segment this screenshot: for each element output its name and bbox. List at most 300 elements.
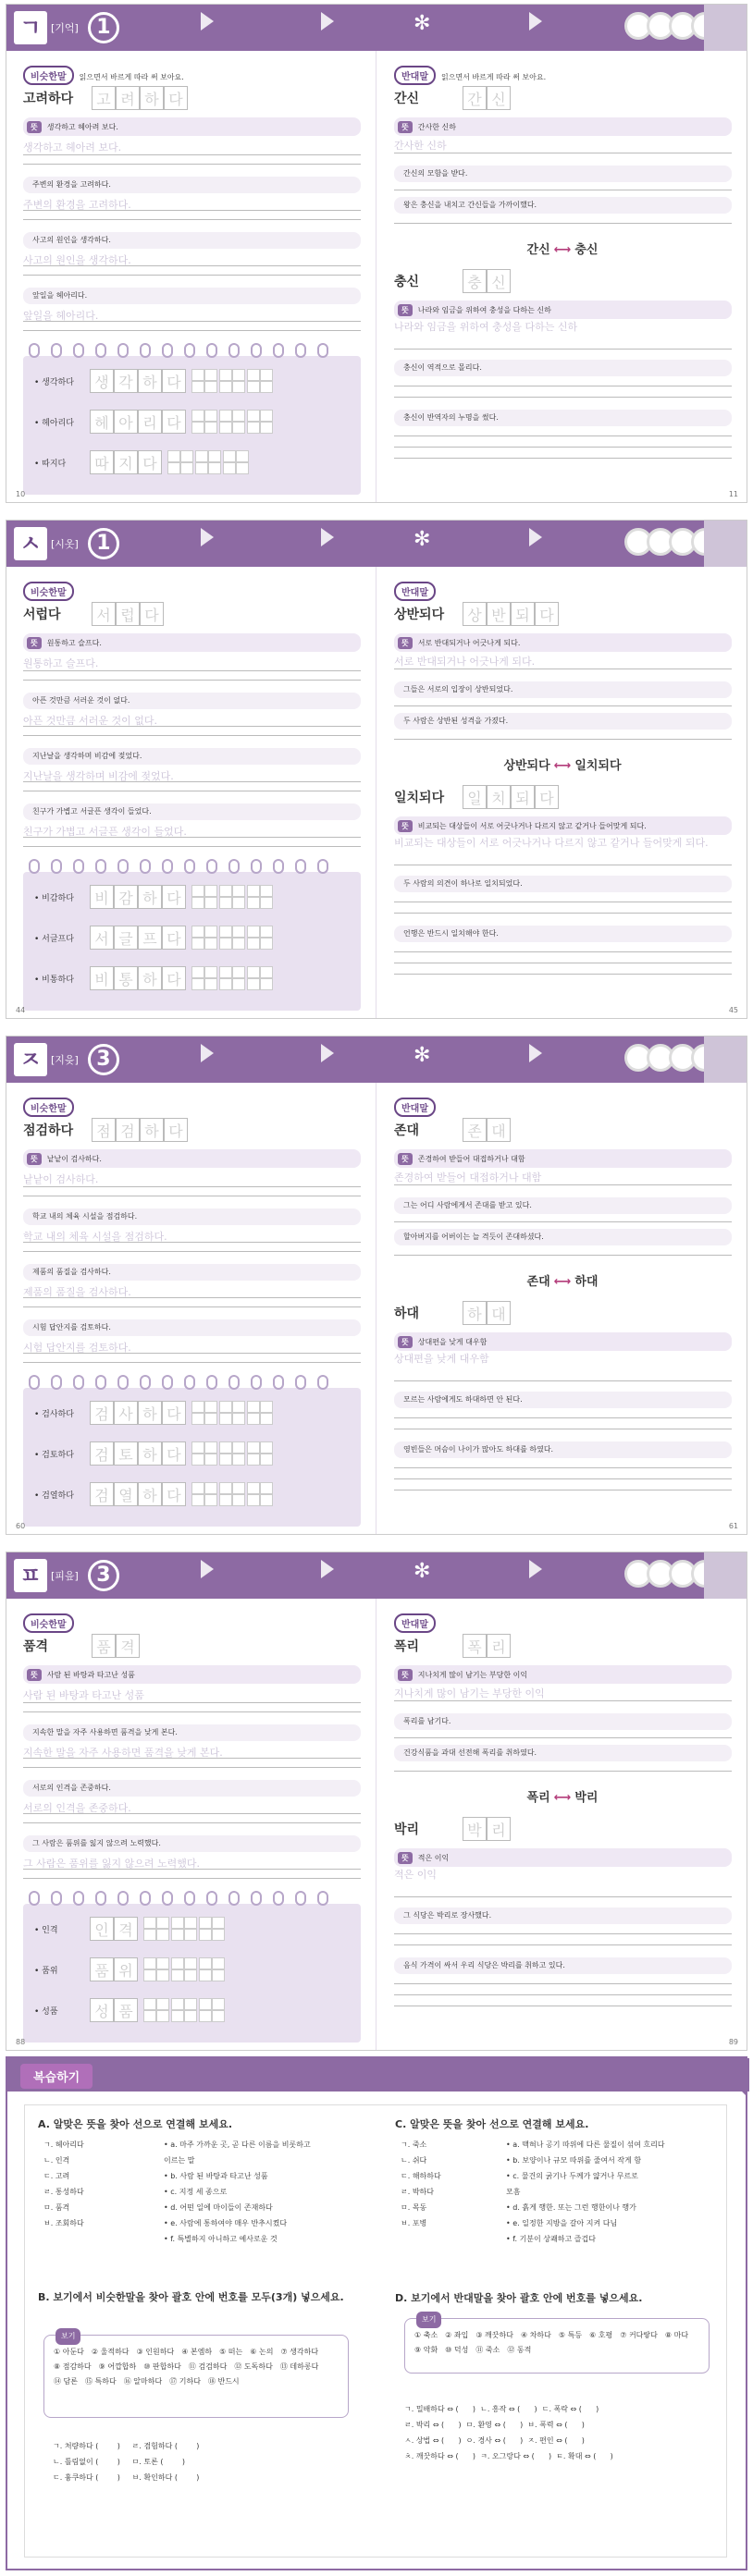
trace-box[interactable]: 반	[487, 602, 511, 626]
writing-line[interactable]	[23, 1758, 361, 1759]
trace-box[interactable]: 하	[138, 966, 162, 990]
trace-box[interactable]: 신	[487, 269, 511, 293]
synonym-label: • 서글프다	[34, 934, 74, 944]
bogi-item: ① 아둔다	[54, 2348, 84, 2356]
writing-line[interactable]	[394, 1983, 732, 1984]
trace-box[interactable]: 토	[114, 1441, 138, 1466]
writing-line[interactable]	[394, 349, 732, 350]
relation-word-b: 박리	[574, 1791, 599, 1805]
trace-box[interactable]: 감	[114, 885, 138, 909]
page-number: 10	[16, 490, 26, 498]
trace-box[interactable]: 통	[114, 966, 138, 990]
writing-line[interactable]	[23, 1767, 361, 1768]
trace-box[interactable]: 비	[90, 966, 114, 990]
answers-d[interactable]: ㄱ. 밀배하다 ⇔ ( ) ㄴ. 흥작 ⇔ ( ) ㄷ. 폭락 ⇔ ( ) ㄹ. 박리 ⇔ ( ) ㅁ. 환영 ⇔ ( ) ㅂ. 폭력 ⇔ ( ) ㅅ. 상법 ⇔ ( ) ㅇ. 경사 ⇔ ( ) ㅈ. 편인 ⇔ ( ) ㅊ. 깨끗하다 ⇔ ( ) ㅋ. 오그랑다 ⇔ ( ) ㅌ. 확대 ⇔ ( )	[404, 2405, 613, 2460]
trace-text[interactable]: 친구가 가볍고 서글픈 생각이 들었다.	[23, 826, 187, 838]
relation-word-b: 충신	[574, 243, 599, 257]
synonym-label: • 검사하다	[34, 1409, 74, 1419]
writing-line[interactable]	[394, 705, 732, 706]
match-item[interactable]: ㄴ. 쉬다	[401, 2156, 427, 2165]
match-item[interactable]: ㄷ. 해하하다	[401, 2172, 441, 2180]
writing-line[interactable]	[23, 154, 361, 155]
synonym-practice-block	[23, 1904, 361, 2042]
trace-box[interactable]: 하	[138, 1401, 162, 1425]
trace-box[interactable]: 다	[162, 926, 186, 950]
left-page	[6, 51, 376, 503]
writing-line[interactable]	[23, 1353, 361, 1354]
synonym-row	[34, 1482, 273, 1506]
trace-box[interactable]: 상	[463, 602, 487, 626]
trace-text[interactable]: 나라와 임금을 위하여 충성을 다하는 신하	[394, 321, 578, 333]
match-item[interactable]: ㄹ. 박하다	[401, 2188, 434, 2196]
writing-line[interactable]	[394, 1380, 732, 1381]
example-sentence: 두 사람은 상반된 성격을 가졌다.	[394, 713, 732, 730]
writing-line[interactable]	[23, 164, 361, 165]
trace-box[interactable]: 고	[92, 86, 116, 110]
trace-box[interactable]: 아	[114, 410, 138, 434]
example-sentence: 두 사람의 의견이 하나로 일치되었다.	[394, 876, 732, 892]
headword-2: 일치되다	[394, 791, 445, 805]
writing-line[interactable]	[23, 219, 361, 220]
trace-box[interactable]: 지	[114, 450, 138, 474]
trace-box[interactable]: 신	[487, 86, 511, 110]
trace-box[interactable]: 대	[487, 1118, 511, 1142]
bogi-item: ⑦ 생각하다	[280, 2348, 319, 2356]
meaning-label-icon: 뜻	[27, 1669, 42, 1681]
trace-box[interactable]: 충	[463, 269, 487, 293]
chapter-header	[6, 521, 747, 567]
match-item[interactable]: ㄹ. 통성하다	[43, 2188, 84, 2196]
trace-box[interactable]: 리	[138, 410, 162, 434]
page-curl-icon	[709, 2058, 746, 2095]
trace-box[interactable]: 폭	[463, 1634, 487, 1658]
writing-line[interactable]	[23, 1362, 361, 1363]
synonym-practice-block	[23, 872, 361, 1011]
bogi-label: 보기	[56, 2328, 80, 2345]
writing-line[interactable]	[23, 726, 361, 727]
writing-line[interactable]	[394, 1994, 732, 1995]
example-sentence: 할아버지를 어버이는 늘 격듯이 존대하셨다.	[394, 1229, 732, 1245]
writing-line[interactable]	[23, 680, 361, 681]
triangle-icon	[201, 1044, 214, 1062]
match-item[interactable]: 모흠	[506, 2188, 521, 2196]
trace-box[interactable]: 다	[164, 86, 188, 110]
chapter-header	[6, 5, 747, 51]
synonym-label: • 헤아리다	[34, 418, 74, 428]
match-item[interactable]: • a. 마주 가까운 곳, 곧 다른 이름을 비롯하고	[164, 2141, 311, 2149]
trace-text[interactable]: 비교되는 대상들이 서로 어긋나거나 다르지 않고 같거나 들어맞게 되다.	[394, 837, 709, 849]
trace-box[interactable]: 검	[116, 1118, 140, 1142]
writing-line[interactable]	[23, 1822, 361, 1823]
spiral-binding	[29, 343, 328, 358]
trace-text[interactable]: 상대편을 낮게 대우함	[394, 1353, 489, 1365]
trace-text[interactable]: 학교 내의 체육 시설을 점검하다.	[23, 1231, 167, 1243]
writing-line[interactable]	[394, 913, 732, 914]
trace-box[interactable]: 리	[487, 1634, 511, 1658]
writing-line[interactable]	[394, 397, 732, 398]
page-number: 44	[16, 1006, 26, 1014]
match-item[interactable]: • d. 어떤 일에 마이들이 존재하다	[164, 2203, 273, 2212]
trace-box[interactable]: 서	[90, 926, 114, 950]
meaning-text: 사람 된 바탕과 타고난 성품	[46, 1670, 135, 1679]
writing-line[interactable]	[23, 1186, 361, 1187]
trace-box[interactable]: 비	[90, 885, 114, 909]
flower-icon: ✻	[414, 12, 431, 35]
chapter-consonant: ㅅ	[14, 527, 47, 560]
writing-line[interactable]	[23, 321, 361, 322]
writing-line[interactable]	[394, 951, 732, 952]
writing-line[interactable]	[23, 781, 361, 782]
trace-box[interactable]: 다	[162, 369, 186, 393]
trace-text[interactable]: 적은 이익	[394, 1869, 438, 1881]
match-item[interactable]: • a. 맥혀나 공기 따위에 다른 물질이 섞여 흐리다	[506, 2141, 665, 2149]
writing-line[interactable]	[23, 330, 361, 331]
trace-box[interactable]: 사	[114, 1401, 138, 1425]
example-sentence: 폭리를 남기다.	[394, 1713, 732, 1730]
writing-line[interactable]	[394, 1933, 732, 1934]
triangle-icon	[529, 528, 542, 546]
trace-box[interactable]: 품	[90, 1957, 114, 1981]
trace-text[interactable]: 생각하고 헤아려 보다.	[23, 141, 122, 153]
example-sentence: 음식 가격이 싸서 우리 식당은 박리를 취하고 있다.	[394, 1957, 732, 1974]
trace-box[interactable]: 다	[162, 1401, 186, 1425]
example-sentence: 언행은 반드시 일치해야 한다.	[394, 926, 732, 942]
meaning-label-icon: 뜻	[398, 1336, 413, 1348]
bogi-item: ③ 깨끗하다	[475, 2331, 513, 2339]
trace-text[interactable]: 낱낱이 검사하다.	[23, 1173, 99, 1185]
writing-line[interactable]	[23, 735, 361, 736]
trace-box[interactable]: 럽	[116, 602, 140, 626]
trace-box[interactable]: 다	[140, 602, 164, 626]
writing-line[interactable]	[394, 1944, 732, 1945]
trace-box[interactable]: 격	[114, 1917, 138, 1941]
bogi-item: ⑨ 어깝합하	[98, 2362, 137, 2371]
meaning-label-icon: 뜻	[398, 1669, 413, 1681]
match-item[interactable]: ㄴ. 인격	[43, 2156, 70, 2165]
match-item[interactable]: • f. 특별하지 아니하고 예사로운 것	[164, 2235, 278, 2243]
match-item[interactable]: ㅁ. 목동	[401, 2203, 427, 2212]
writing-line[interactable]	[23, 1878, 361, 1879]
trace-text[interactable]: 제품의 품질을 검사하다.	[23, 1286, 131, 1298]
bogi-item: ⑰ 기하다	[169, 2377, 201, 2386]
trace-box[interactable]: 헤	[90, 410, 114, 434]
writing-line[interactable]	[23, 275, 361, 276]
antonym-relation	[377, 1271, 747, 1289]
writing-line[interactable]	[394, 1478, 732, 1479]
writing-line[interactable]	[394, 1417, 732, 1418]
writing-line[interactable]	[23, 1869, 361, 1870]
bogi-item: ⑩ 판합하다	[143, 2362, 181, 2371]
match-item[interactable]: ㅁ. 품격	[43, 2203, 70, 2212]
left-page	[6, 567, 376, 1019]
review-header	[7, 2058, 749, 2091]
chapter-consonant: ㄱ	[14, 11, 47, 44]
trace-box[interactable]: 박	[463, 1817, 487, 1841]
category-tag: 반대말	[394, 582, 436, 601]
trace-box[interactable]: 검	[90, 1441, 114, 1466]
example-sentence: 그들은 서로의 입장이 상반되었다.	[394, 681, 732, 698]
match-item[interactable]: ㅂ. 조회하다	[43, 2219, 84, 2227]
question-b: B. 보기에서 비슷한말을 찾아 괄호 안에 번호를 모두(3개) 넣으세요.	[38, 2291, 344, 2303]
trace-box[interactable]: 하	[140, 1118, 164, 1142]
flower-icon: ✻	[414, 1560, 431, 1583]
trace-box[interactable]: 다	[535, 785, 559, 809]
trace-box[interactable]: 인	[90, 1917, 114, 1941]
trace-box[interactable]: 하	[138, 369, 162, 393]
trace-box[interactable]: 존	[463, 1118, 487, 1142]
trace-text[interactable]: 앞일을 헤아리다.	[23, 310, 99, 322]
bogi-item: ⑯ 알마하다	[123, 2377, 163, 2386]
right-page	[377, 567, 747, 1019]
qa-left-list	[43, 2137, 84, 2231]
trace-box[interactable]: 프	[138, 926, 162, 950]
writing-line[interactable]	[394, 1184, 732, 1185]
chapter-consonant-name: [피읖]	[51, 1570, 79, 1582]
synonym-label: • 검열하다	[34, 1490, 74, 1501]
match-item[interactable]: • f. 기분이 상쾌하고 즐겁다	[506, 2235, 596, 2243]
spiral-binding	[29, 859, 328, 874]
trace-text[interactable]: 서로 반대되거나 어긋나게 되다.	[394, 656, 536, 668]
meaning-bar	[394, 117, 732, 136]
trace-box[interactable]: 성	[90, 1998, 114, 2022]
page-number: 45	[728, 1006, 738, 1014]
trace-text[interactable]: 간사한 신하	[394, 140, 447, 152]
trace-box[interactable]: 다	[162, 1482, 186, 1506]
match-item[interactable]: ㄱ. 죽소	[401, 2141, 427, 2149]
trace-box[interactable]: 품	[114, 1998, 138, 2022]
trace-text[interactable]: 그 사람은 품위를 잃지 않으려 노력했다.	[23, 1858, 200, 1870]
trace-text[interactable]: 지속한 말을 자주 사용하면 품격을 낮게 본다.	[23, 1747, 223, 1759]
trace-text[interactable]: 원통하고 슬프다.	[23, 657, 99, 669]
synonym-row	[34, 926, 273, 950]
writing-line[interactable]	[23, 846, 361, 847]
writing-line[interactable]	[394, 739, 732, 740]
match-item[interactable]: • b. 보양이나 규모 따위를 줄여서 작게 함	[506, 2156, 642, 2165]
writing-line[interactable]	[394, 1255, 732, 1256]
meaning-text: 비교되는 대상들이 서로 어긋나거나 다르지 않고 같거나 들어맞게 되다.	[417, 821, 647, 830]
trace-text[interactable]: 주변의 환경을 고려하다.	[23, 199, 131, 211]
trace-box[interactable]: 다	[162, 885, 186, 909]
trace-box[interactable]: 생	[90, 369, 114, 393]
writing-line[interactable]	[23, 1297, 361, 1298]
example-sentence: 사고의 원인을 생각하다.	[23, 232, 361, 249]
meaning-label-icon: 뜻	[27, 121, 42, 133]
trace-box[interactable]: 되	[511, 785, 535, 809]
trace-box[interactable]: 다	[162, 1441, 186, 1466]
page-number: 60	[16, 1522, 26, 1530]
trace-box[interactable]: 하	[138, 1441, 162, 1466]
bogi-item: ⑩ 덕성	[445, 2346, 469, 2354]
meaning-bar	[394, 301, 732, 319]
trace-text[interactable]: 아픈 것만큼 서러운 것이 없다.	[23, 715, 157, 727]
trace-text[interactable]: 사고의 원인을 생각하다.	[23, 254, 131, 266]
bogi-item: ③ 인원하다	[136, 2348, 175, 2356]
chapter-header	[6, 1552, 747, 1599]
double-arrow-icon: ⟷	[553, 1275, 572, 1289]
bogi-d-items	[414, 2328, 699, 2358]
writing-line[interactable]	[394, 974, 732, 975]
chapter-consonant-name: [기억]	[51, 22, 79, 34]
writing-line[interactable]	[394, 1221, 732, 1222]
meaning-bar	[394, 1848, 732, 1867]
trace-box[interactable]: 하	[140, 86, 164, 110]
workbook-spread	[6, 1552, 747, 2051]
synonym-row	[34, 1957, 225, 1981]
example-sentence: 앞일을 헤아리다.	[23, 288, 361, 304]
headword: 서럽다	[23, 607, 61, 622]
category-tag: 반대말	[394, 1098, 436, 1117]
trace-text[interactable]: 시험 답안지를 검토하다.	[23, 1342, 131, 1354]
writing-line[interactable]	[23, 1251, 361, 1252]
writing-line[interactable]	[23, 1813, 361, 1814]
meaning-bar	[23, 117, 361, 136]
example-sentence: 그는 어디 사람에게서 존대를 받고 있다.	[394, 1197, 732, 1214]
bogi-item: ② 좌입	[445, 2331, 469, 2339]
headword: 점검하다	[23, 1123, 74, 1138]
page-number: 89	[728, 2038, 738, 2046]
bogi-b-items	[54, 2345, 339, 2389]
match-item[interactable]: • c. 물건의 굵기나 두께가 얇거나 무르로	[506, 2172, 638, 2180]
trace-box[interactable]: 글	[114, 926, 138, 950]
bogi-item: ⑦ 커다랗다	[620, 2331, 658, 2339]
trace-text[interactable]: 존경하여 받들어 대접하거나 대함	[394, 1171, 542, 1184]
example-sentence: 지속한 말을 자주 사용하면 품격을 낮게 본다.	[23, 1724, 361, 1741]
headword: 품격	[23, 1639, 49, 1654]
trace-box[interactable]: 대	[487, 1301, 511, 1325]
writing-line[interactable]	[23, 1242, 361, 1243]
meaning-text: 지나치게 많이 남기는 부당한 이익	[417, 1670, 528, 1679]
trace-text[interactable]: 지나치게 많이 남기는 부당한 이익	[394, 1687, 545, 1699]
meaning-bar	[23, 1665, 361, 1684]
writing-line[interactable]	[23, 1702, 361, 1703]
triangle-icon	[201, 12, 214, 31]
writing-line[interactable]	[394, 1771, 732, 1772]
headword: 존대	[394, 1123, 420, 1138]
writing-line[interactable]	[23, 670, 361, 671]
trace-box[interactable]: 점	[92, 1118, 116, 1142]
writing-line[interactable]	[394, 1737, 732, 1738]
example-sentence: 모르는 사람에게도 하대하면 안 된다.	[394, 1392, 732, 1408]
writing-line[interactable]	[394, 458, 732, 459]
trace-box[interactable]: 다	[535, 602, 559, 626]
writing-line[interactable]	[394, 447, 732, 448]
bogi-item: ⑧ 점감하다	[54, 2362, 92, 2371]
trace-box[interactable]: 일	[463, 785, 487, 809]
headword: 간신	[394, 92, 420, 106]
match-item[interactable]: ㄱ. 헤아리다	[43, 2141, 84, 2149]
meaning-label-icon: 뜻	[398, 304, 413, 316]
bogi-item: ⑮ 특하다	[85, 2377, 117, 2386]
trace-box[interactable]: 다	[162, 410, 186, 434]
trace-box[interactable]: 검	[90, 1482, 114, 1506]
triangle-icon	[321, 1044, 334, 1062]
review-title: 복습하기	[20, 2064, 93, 2089]
bogi-d	[404, 2315, 710, 2374]
trace-box[interactable]: 하	[463, 1301, 487, 1325]
meaning-text: 나라와 임금을 위하여 충성을 다하는 신하	[417, 305, 551, 314]
trace-box[interactable]: 다	[162, 966, 186, 990]
match-item[interactable]: 이르는 말	[164, 2156, 195, 2165]
writing-line[interactable]	[23, 265, 361, 266]
match-item[interactable]: • d. 흙게 행한. 또는 그런 행한이나 행가	[506, 2203, 636, 2212]
example-sentence: 그 사람은 품위를 잃지 않으려 노력했다.	[23, 1835, 361, 1852]
writing-line[interactable]	[23, 837, 361, 838]
writing-line[interactable]	[394, 435, 732, 436]
trace-box[interactable]: 열	[114, 1482, 138, 1506]
chapter-consonant: ㅈ	[14, 1043, 47, 1076]
match-item[interactable]: • e. 사람에 통하여야 매우 반추시켰다	[164, 2219, 288, 2227]
trace-box[interactable]: 다	[138, 450, 162, 474]
workbook-spread	[6, 4, 747, 503]
bogi-item: ⑭ 담론	[54, 2377, 78, 2386]
example-sentence: 주변의 환경을 고려하다.	[23, 177, 361, 193]
trace-box[interactable]: 위	[114, 1957, 138, 1981]
writing-line[interactable]	[394, 223, 732, 224]
trace-box[interactable]: 서	[92, 602, 116, 626]
writing-line[interactable]	[23, 1306, 361, 1307]
match-item[interactable]: ㅂ. 포병	[401, 2219, 427, 2227]
bogi-item: ⑪ 죽소	[475, 2346, 500, 2354]
trace-box[interactable]: 치	[487, 785, 511, 809]
trace-text[interactable]: 지난날을 생각하며 비감에 젖었다.	[23, 770, 174, 782]
trace-box[interactable]: 려	[116, 86, 140, 110]
flower-icon: ✻	[414, 1044, 431, 1067]
trace-text[interactable]: 사람 된 바탕과 타고난 성품	[23, 1689, 144, 1701]
meaning-text: 존경하여 받들어 대접하거나 대함	[417, 1154, 525, 1163]
writing-line[interactable]	[394, 1896, 732, 1897]
writing-line[interactable]	[394, 1700, 732, 1701]
answers-b[interactable]: ㄱ. 처량하다 ( ) ㄹ. 겸험하다 ( ) ㄴ. 틀림없이 ( ) ㅁ. 토론 ( ) ㄷ. 흉쿠하다 ( ) ㅂ. 확인하다 ( )	[53, 2442, 200, 2482]
chapter-header	[6, 1037, 747, 1083]
meaning-label-icon: 뜻	[398, 1852, 413, 1864]
trace-box[interactable]: 간	[463, 86, 487, 110]
trace-box[interactable]: 하	[138, 885, 162, 909]
writing-line[interactable]	[394, 1467, 732, 1468]
writing-line[interactable]	[23, 210, 361, 211]
writing-line[interactable]	[23, 1711, 361, 1712]
trace-box[interactable]: 따	[90, 450, 114, 474]
triangle-icon	[201, 1560, 214, 1578]
trace-box[interactable]: 리	[487, 1817, 511, 1841]
example-sentence: 건강식품을 과대 선전해 폭리를 취하였다.	[394, 1745, 732, 1761]
trace-box[interactable]: 되	[511, 602, 535, 626]
trace-box[interactable]: 검	[90, 1401, 114, 1425]
chapter-consonant-name: [시옷]	[51, 538, 79, 550]
match-item[interactable]: • c. 지정 세 종으로	[164, 2188, 228, 2196]
relation-word-b: 하대	[574, 1275, 599, 1289]
match-item[interactable]: • b. 사람 된 바탕과 타고난 성품	[164, 2172, 268, 2180]
trace-box[interactable]: 하	[138, 1482, 162, 1506]
meaning-text: 원통하고 슬프다.	[46, 638, 102, 647]
workbook-spread	[6, 1036, 747, 1535]
bogi-item: ⑧ 마다	[664, 2331, 689, 2339]
trace-box[interactable]: 각	[114, 369, 138, 393]
left-page	[6, 1599, 376, 2051]
match-item[interactable]: • e. 일정한 지방을 갈아 지켜 다님	[506, 2219, 618, 2227]
antonym-relation	[377, 755, 747, 773]
trace-box[interactable]: 격	[116, 1634, 140, 1658]
synonym-label: • 따지다	[34, 459, 67, 469]
qa-right-list	[164, 2137, 311, 2247]
meaning-bar	[394, 1665, 732, 1684]
meaning-label-icon: 뜻	[27, 637, 42, 649]
match-item[interactable]: ㄷ. 고려	[43, 2172, 70, 2180]
trace-box[interactable]: 품	[92, 1634, 116, 1658]
trace-box[interactable]: 다	[164, 1118, 188, 1142]
trace-text[interactable]: 서로의 인격을 존중하다.	[23, 1802, 131, 1814]
right-page	[377, 1599, 747, 2051]
example-sentence: 그 식당은 박리로 장사했다.	[394, 1907, 732, 1924]
